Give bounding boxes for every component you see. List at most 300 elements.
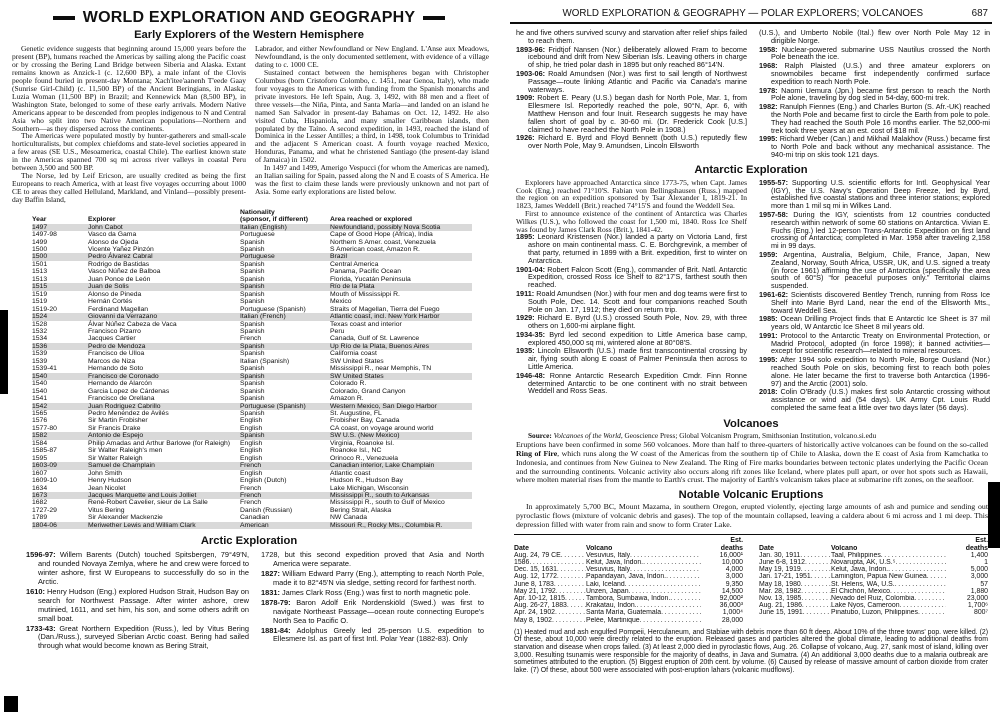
cell-nationality: French: [240, 462, 262, 470]
page-left: [0, 0, 498, 714]
timeline-entry: [516, 347, 747, 370]
cell-date: Apr. 24, 1902 .....: [514, 609, 586, 616]
cell-explorer: Francisco de Coronado: [88, 372, 159, 380]
cell-date: Apr. 10-12, 1815 .....: [514, 595, 586, 602]
timeline-entry: [759, 87, 990, 103]
entry-text: Great Northern Expedition (Russ.), led by Vitus Bering (Dan./Russ.), surveyed Siberian Arctic coast. Bering had sailed through what would become known as Bering Strait,: [38, 623, 249, 651]
arctic-cont-col-2: [759, 29, 990, 160]
entry-year: 1911:: [516, 288, 535, 298]
table-row: [32, 410, 472, 417]
cell-nationality: English: [240, 424, 263, 432]
timeline-entry: [516, 266, 747, 289]
source-label: Source:: [528, 430, 552, 440]
column-header-deaths: deaths: [720, 544, 743, 552]
table-row: [32, 492, 472, 499]
table-row: [32, 321, 472, 328]
source-rest: , Geoscience Press; Global Volcanism Program, Smithsonian Institution, volcano.si.edu: [620, 430, 877, 440]
entry-year: 1995:: [759, 134, 778, 144]
cell-nationality: Spanish: [240, 298, 265, 306]
cell-area: Texas coast and interior: [330, 320, 402, 328]
timeline-entry: [261, 570, 484, 588]
cell-area: SW United States: [330, 372, 384, 380]
antarctic-col-2: [759, 179, 990, 413]
paragraph-text: , which runs along the W coast of the Americas from the southern tip of Chile to Alaska, down the E coast of Asia from Kamchatka to Indonesia, and continues from New Guinea to New Zealand. The Ring of Fire marks boundaries between tectonic plates underlying the Pacific Ocean and the surrounding continents. Volcanic activity also occurs along rift zones like Iceland, where plates pull apart, or over hot spots such as Hawaii, where molten material rises from the mantle to Earth's crust. The majority of Earth's volcanism takes place at submarine rift zones, on the seafloor.: [516, 449, 988, 485]
cell-nationality: Spanish: [240, 365, 265, 373]
arctic-columns: [0, 547, 498, 652]
eruptions-table-right: [759, 537, 988, 624]
page-title: WORLD EXPLORATION AND GEOGRAPHY: [82, 9, 416, 26]
cell-nationality: English: [240, 417, 263, 425]
cell-area: Orinoco R., Venezuela: [330, 454, 399, 462]
cell-volcano: Kelut, Java, Indon. .....: [586, 559, 701, 566]
cell-explorer: Jean Nicolet: [88, 484, 126, 492]
entry-year: 1935:: [516, 346, 535, 356]
paragraph: Explorers have approached Antarctica since 1773-75, when Capt. James Cook (Eng.) reached 71°10'S. Fabian von Bellingshausen (Russ.) mapped the region on an expedition sponsored by Tsar Alexander I, 1819-21. In 1823, James Weddell (Brit.) reached 74°15'S and found the Weddell Sea.: [516, 177, 747, 211]
cell-year: 1789: [32, 514, 48, 522]
table-row: [32, 380, 472, 387]
entry-year: 1878-79:: [261, 597, 291, 607]
cell-explorer: Sir Francis Drake: [88, 424, 141, 432]
paragraph: Sustained contact between the hemispheres began with Christopher Columbus (born Cristoforo Colombo, c. 1451, near Genoa, Italy), who made four voyages to the Americas with funding from the Spanish monarchs and private investors. He left Spain, Aug. 3, 1492, with 88 men and a fleet of three vessels—the Niña, Pinta, and Santa María—and landed on an island he named San Salvador in present-day Bahamas on Oct. 12, 1492. He also visited Cuba, Hispaniola, and many smaller Caribbean islands, then populated by the Taíno. A second expedition, in 1493, reached the island of Dominica in the Lesser Antilles; a third, in 1498, took Columbus to Trinidad and the adjacent S American coast. A fourth voyage reached Mexico, Honduras, Panama, and what he christened Santiago (the present-day island of Jamaica) in 1502.: [255, 67, 489, 165]
cell-area: Canada, Gulf of St. Lawrence: [330, 335, 420, 343]
cell-volcano: St. Helens, WA, U.S. .....: [831, 581, 946, 588]
entry-year: 1959:: [759, 249, 778, 259]
eruption-row: [759, 573, 988, 580]
timeline-entry: [26, 588, 249, 624]
column-header-year: Year: [32, 216, 47, 224]
cell-nationality: English: [240, 447, 263, 455]
source-line: [516, 432, 986, 440]
table-row: [32, 455, 472, 462]
table-row: [32, 365, 472, 372]
entry-year: 1831:: [261, 587, 280, 597]
cell-year: 1540: [32, 372, 48, 380]
cell-area: Mississippi R., south to Arkansas: [330, 491, 430, 499]
entry-year: 1901-04:: [516, 264, 546, 274]
antarctic-col-1: [516, 179, 747, 413]
timeline-entry: [516, 331, 747, 347]
table-row: [32, 447, 472, 454]
volcanoes-paragraph: [516, 441, 988, 485]
cell-explorer: Vasco da Gama: [88, 231, 137, 239]
table-row: [32, 239, 472, 246]
cell-date: Dec. 15, 1631 .....: [514, 566, 586, 573]
eruption-row: [759, 602, 988, 609]
cell-year: 1500: [32, 253, 48, 261]
entry-text: James Clark Ross (Eng.) was first to north magnetic pole.: [281, 587, 471, 597]
cell-date: Mar. 28, 1982 .....: [759, 588, 831, 595]
cell-area: Mouth of Mississippi R.: [330, 290, 400, 298]
timeline-entry: [759, 46, 990, 62]
entry-text: William Edward Parry (Eng.), attempting to reach North Pole, made it to 82°45'N via sledge, setting record for farthest north.: [273, 569, 484, 587]
entry-text: he and five others survived scurvy and starvation after relief ships failed to reach them.: [516, 28, 747, 45]
cell-area: NW Canada: [330, 514, 368, 522]
table-row: [32, 522, 472, 529]
cell-explorer: Sir Walter Raleigh: [88, 454, 143, 462]
cell-date: May 18, 1980 .....: [759, 581, 831, 588]
column-header-volcano: Volcano: [586, 544, 613, 552]
entry-year: 1827:: [261, 569, 280, 579]
cell-area: Panama, Pacific Ocean: [330, 268, 402, 276]
entry-year: 1903-06:: [516, 68, 546, 78]
entry-year: 1610:: [26, 586, 45, 596]
table-row: [32, 388, 472, 395]
cell-year: 1501: [32, 260, 48, 268]
cell-year: 1519-20: [32, 305, 57, 313]
antarctic-columns: [502, 176, 1000, 413]
eruption-row: [759, 609, 988, 616]
cell-deaths: 1,700⁶: [967, 602, 988, 610]
cell-year: 1536: [32, 342, 48, 350]
cell-volcano: Krakatau, Indon. .....: [586, 602, 701, 609]
cell-deaths: 1,880: [970, 587, 988, 595]
column-header-date: Date: [514, 544, 529, 552]
column-header-sponsor: (sponsor, if different): [240, 216, 308, 224]
cell-date: June 8, 1783 .....: [514, 581, 586, 588]
cell-year: 1515: [32, 283, 48, 291]
table-row: [32, 268, 472, 275]
timeline-entry: [26, 551, 249, 587]
eruption-row: [514, 559, 743, 566]
eruption-row: [759, 552, 988, 559]
cell-area: Newfoundland, possibly Nova Scotia: [330, 223, 441, 231]
cell-explorer: Pedro de Mendoza: [88, 342, 146, 350]
table-rule: [514, 534, 988, 536]
cell-year: 1577-80: [32, 424, 57, 432]
intro-columns: [0, 41, 498, 204]
eruptions-header-row: [514, 545, 743, 552]
table-row: [32, 417, 472, 424]
timeline-entry: [759, 135, 990, 158]
cell-explorer: Marcos de Niza: [88, 357, 136, 365]
cell-nationality: Spanish: [240, 328, 265, 336]
entry-text: After 1994 solo expedition to North Pole, Borge Ousland (Nor.) reached South Pole on skis, becoming first to reach both poles alone. He later became the first to traverse both Antarctica (1996-97) and the Arctic (2001) solo.: [771, 355, 990, 388]
intro-col-2: [255, 45, 489, 204]
timeline-entry: [759, 251, 990, 290]
cell-date: May 21, 1792 .....: [514, 588, 586, 595]
cell-area: SW United States: [330, 357, 384, 365]
cell-deaths: 9,350: [725, 580, 743, 588]
cell-deaths: 5,000: [970, 566, 988, 574]
table-row: [32, 514, 472, 521]
page-edge-mark-bottom-left: [4, 696, 18, 712]
cell-explorer: Vasco Núñez de Balboa: [88, 268, 161, 276]
table-row: [32, 276, 472, 283]
paragraph: The Norse, led by Leif Ericson, are usually credited as being the first Europeans to reach America, with at least five voyages occurring about 1000 CE to areas they called Helluland, Markland, and Vinland—possibly present-day Baffin Island,: [12, 171, 246, 205]
cell-explorer: Henry Hudson: [88, 477, 132, 485]
entry-text: Leonard Kristensen (Nor.) landed a party on Victoria Land, first ashore on main continental mass. C. E. Borchgrevink, a member of that party, returned in 1899 with a Brit. expedition, first to winter on Antarctica.: [528, 232, 748, 265]
eruption-row: [514, 573, 743, 580]
cell-deaths: 57: [980, 580, 988, 588]
entry-text: Roald Amundsen (Nor.) was first to sail length of Northwest Passage—route linking Atlantic and Pacific via Canada's marine waterways.: [528, 68, 748, 94]
eruption-row: [514, 609, 743, 616]
timeline-entry: [26, 625, 249, 652]
timeline-entry: [759, 211, 990, 250]
timeline-entry: [261, 551, 484, 569]
cell-nationality: Portuguese (Spanish): [240, 402, 306, 410]
entry-text: Lincoln Ellsworth (U.S.) made first transcontinental crossing by air, flying south along E coast of Palmer Peninsula then across to Little America.: [528, 346, 747, 372]
cell-year: 1539-41: [32, 365, 57, 373]
table-row: [32, 291, 472, 298]
cell-explorer: Garcia Lopez de Cárdenas: [88, 387, 170, 395]
cell-year: 1513: [32, 275, 48, 283]
running-header-title: WORLD EXPLORATION & GEOGRAPHY — POLAR EXPLORERS; VOLCANOES: [562, 8, 924, 19]
entry-year: 1978:: [759, 85, 778, 95]
cell-explorer: Sir Martin Frobisher: [88, 417, 148, 425]
cell-explorer: Francisco de Ulloa: [88, 350, 145, 358]
cell-nationality: Spanish: [240, 268, 265, 276]
cell-year: 1519: [32, 298, 48, 306]
cell-explorer: Francisco Pizarro: [88, 328, 141, 336]
entry-year: 1985:: [759, 314, 778, 324]
table-row: [32, 462, 472, 469]
cell-nationality: English: [240, 469, 263, 477]
cell-area: Straits of Magellan, Tierra del Fuego: [330, 305, 440, 313]
intro-col-1: [12, 45, 246, 204]
cell-volcano: Taal, Philippines .....: [831, 552, 946, 559]
eruption-row: [514, 552, 743, 559]
timeline-entry: [261, 589, 484, 598]
cell-deaths: 1,400: [970, 551, 988, 559]
cell-volcano: Kelut, Java, Indon. .....: [831, 566, 946, 573]
cell-nationality: Spanish: [240, 350, 265, 358]
cell-volcano: Vesuvius, Italy .....: [586, 552, 701, 559]
cell-explorer: Ferdinand Magellan: [88, 305, 149, 313]
entry-year: 1968:: [759, 61, 778, 71]
cell-nationality: Spanish: [240, 395, 265, 403]
cell-date: Nov. 13, 1985 .....: [759, 595, 831, 602]
cell-area: Amazon R.: [330, 395, 364, 403]
entry-text: Baron Adolf Erik Nordenskiöld (Swed.) was first to navigate Northeast Passage—ocean route connecting Europe's North Sea to Pacific O.: [273, 597, 484, 625]
entry-text: Scientists discovered Bentley Trench, running from Ross Ice Shelf into Marie Byrd Land, near the end of the Ellsworth Mts., toward Weddell Sea.: [771, 289, 991, 315]
cell-year: 1539: [32, 357, 48, 365]
cell-nationality: Spanish: [240, 283, 265, 291]
cell-year: 1497-98: [32, 231, 57, 239]
cell-nationality: American: [240, 521, 269, 529]
cell-nationality: Canadian: [240, 514, 270, 522]
eruption-row: [514, 595, 743, 602]
entry-text: Ranulph Fiennes (Eng.) and Charles Burton (S. Afr.-UK) reached the North Pole and became first to circle the Earth from pole to pole. They had reached the South Pole 16 months earlier. The 52,000-mi trek took three years at an est. cost of $18 mil.: [771, 102, 990, 135]
timeline-entry: [759, 388, 990, 411]
table-row: [32, 373, 472, 380]
column-header-nationality: Nationality: [240, 209, 275, 217]
cell-year: 1576: [32, 417, 48, 425]
entry-year: 1955-57:: [759, 177, 789, 187]
cell-explorer: Pedro Menéndez de Avilés: [88, 410, 169, 417]
entry-text: Richard E. Byrd and Floyd Bennett (both U.S.) reputedly flew over North Pole, May 9. Amundsen, Lincoln Ellsworth: [528, 133, 747, 151]
eruptions-header-est: [514, 537, 743, 544]
cell-nationality: French: [240, 499, 262, 507]
entry-text: Willem Barents (Dutch) touched Spitsbergen, 79°49'N, and rounded Novaya Zemlya, where he and crew were forced to winter ashore, first W Europeans to successfully do so in the Arctic.: [38, 550, 249, 586]
cell-year: 1595: [32, 454, 48, 462]
eruption-row: [514, 617, 743, 624]
eruption-row: [514, 566, 743, 573]
cell-volcano: Nevado del Ruiz, Colombia .....: [831, 595, 946, 602]
page-edge-tab-left: [0, 310, 8, 394]
paragraph: The Americas were populated mostly by hunter-gatherers and small-scale horticulturalists, but complex chiefdoms and state-level societies appeared in a few areas (SE U.S., Mesoamerica, coastal Chile). The earliest known state in the Americas spanned 700 sq mi across river valleys in coastal Peru between 3,500 and 500 BP.: [12, 131, 246, 173]
cell-deaths: 23,000: [966, 595, 988, 603]
table-row: [32, 328, 472, 335]
eruptions-tables: [502, 537, 1000, 624]
table-row: [32, 224, 472, 231]
cell-deaths: 3,000: [970, 573, 988, 581]
table-row: [32, 261, 472, 268]
entry-text: Henry Hudson (Eng.) explored Hudson Strait, Hudson Bay on search for Northwest Passage. After winter ashore, crew mutinied, 1611, and set him, his son, and some others adrift on small boat.: [38, 586, 249, 623]
cell-year: 1727-29: [32, 506, 57, 514]
cell-nationality: French: [240, 335, 262, 343]
cell-nationality: French: [240, 484, 262, 492]
table-row: [32, 350, 472, 357]
cell-area: Colorado, Grand Canyon: [330, 387, 406, 395]
cell-area: Atlantic coast: [330, 469, 371, 477]
section-title-antarctic: Antarctic Exploration: [694, 163, 808, 176]
cell-year: 1541: [32, 395, 48, 403]
page-right: [502, 0, 1000, 714]
cell-explorer: Alonso de Ojeda: [88, 238, 139, 246]
cell-deaths: 1,000⁴: [722, 609, 743, 617]
cell-year: 1804-06: [32, 521, 57, 529]
cell-area: Hudson R., Hudson Bay: [330, 477, 403, 485]
cell-explorer: Sir Walter Raleigh's men: [88, 447, 163, 455]
entry-year: 1881-84:: [261, 625, 291, 635]
paragraph: Labrador, and either Newfoundland or New England. L'Anse aux Meadows, Newfoundland, is the only documented settlement, with evidence of a village dating to c. 1000 CE.: [255, 44, 489, 69]
cell-year: 1539: [32, 350, 48, 358]
section-title-volcanoes: Volcanoes: [723, 417, 779, 430]
cell-nationality: Spanish: [240, 380, 265, 388]
cell-volcano: Pelée, Martinique .....: [586, 617, 701, 624]
cell-year: 1540: [32, 387, 48, 395]
cell-year: 1584: [32, 439, 48, 447]
entry-text: Fridtjof Nansen (Nor.) deliberately allowed Fram to become icebound and drift from New Siberian Isls. Leaving others in charge of ship, he tried polar dash in 1895 but only reached 86°14'N.: [528, 44, 748, 70]
cell-nationality: English: [240, 439, 263, 447]
timeline-entry: [759, 103, 990, 134]
cell-nationality: Portuguese: [240, 231, 275, 239]
table-row: [32, 507, 472, 514]
table-row: [32, 499, 472, 506]
cell-deaths: 36,000³: [719, 602, 743, 610]
cell-explorer: Francisco de Orellana: [88, 395, 155, 403]
entry-text: (U.S.), and Umberto Nobile (Ital.) flew over North Pole May 12 in dirigible Norge.: [759, 28, 990, 45]
cell-explorer: Samuel de Champlain: [88, 462, 155, 470]
table-row: [32, 253, 472, 260]
cell-nationality: Spanish: [240, 290, 265, 298]
running-header: [502, 0, 1000, 19]
cell-nationality: Spanish: [240, 432, 265, 440]
footnotes: (1) Heated mud and ash engulfed Pompeii, Herculaneum, and Stabiae with debris more than 60 ft deep. About 10% of the three towns' pop. were killed. (2) Of these, about 10,000 were directly related to the eruption. Released gases and particles altered the global climate, leading to additional deaths from starvation and disease when crops failed. (3) At least 2,000 died in pyroclastic flows, Aug. 26. Collapse of volcano, Aug. 27, sank most of island, killing over 3,000. Resulting tsunamis were responsible for the majority of deaths, in Java and Sumatra. (4) An additional 3,000 deaths due to a malaria outbreak are sometimes attributed to the eruption. (5) Biggest eruption of 20th cent. by volume. (6) Caused by release of massive amount of carbon dioxide from crater lake. (7) Of these, about 500 were associated with post-eruption lahars (volcanic mudflows).: [514, 628, 988, 674]
column-header-est: Est.: [975, 537, 988, 545]
paragraph-text: Eruptions have been confirmed in some 560 volcanoes. More than half to three-quarters of historically active volcanoes can be found on the so-called: [516, 440, 988, 450]
timeline-entry: [516, 70, 747, 93]
cell-area: Lake Michigan, Wisconsin: [330, 484, 409, 492]
cell-area: Virginia, Roanoke Isl.: [330, 439, 395, 447]
cell-date: Aug. 26-27, 1883 .....: [514, 602, 586, 609]
cell-volcano: Lake Nyos, Cameroon .....: [831, 602, 946, 609]
timeline-entry: [261, 627, 484, 645]
cell-nationality: Spanish: [240, 238, 265, 246]
entry-text: Richard Weber (Can.) and Mikhail Malakhov (Russ.) became first to North Pole and back without any mechanical assistance. The 940-mi trip on skis took 121 days.: [771, 134, 991, 159]
cell-year: 1500: [32, 246, 48, 254]
entry-year: 1961-62:: [759, 289, 789, 299]
table-row: [32, 358, 472, 365]
cell-area: Canadian interior, Lake Champlain: [330, 462, 435, 470]
cell-volcano: Unzen, Japan .....: [586, 588, 701, 595]
entry-year: 1909:: [516, 93, 535, 103]
cell-explorer: Álvar Núñez Cabeza de Vaca: [88, 320, 177, 328]
eruption-row: [514, 588, 743, 595]
entry-year: 1946-48:: [516, 370, 546, 380]
eruption-row: [759, 595, 988, 602]
cell-date: Jan. 17-21, 1951 .....: [759, 573, 831, 580]
entry-year: 1995:: [759, 355, 778, 365]
cell-explorer: Philip Amadas and Arthur Barlowe (for Raleigh): [88, 439, 231, 447]
cell-volcano: Lamington, Papua New Guinea .....: [831, 573, 946, 580]
entry-year: 1958:: [759, 44, 778, 54]
title-rule-left: [53, 16, 75, 20]
cell-year: 1603-09: [32, 462, 57, 470]
entry-year: 1991:: [759, 330, 778, 340]
cell-volcano: El Chichón, Mexico .....: [831, 588, 946, 595]
cell-date: 1586 .....: [514, 559, 586, 566]
table-row: [32, 470, 472, 477]
page-edge-tab-right: [988, 482, 1000, 548]
eruption-row: [759, 566, 988, 573]
title-rule-right: [423, 16, 445, 20]
paragraph: Genetic evidence suggests that beginning around 15,000 years before the present (BP), humans reached the Americas by sailing along the Pacific coast or by crossing the Bering Land Bridge between Siberia and Alaska. Extant remains known as Anzick-1 (c. 12,600 BP), a male infant of the Clovis people found buried in present-day Montana; Xach'itee'aanenh T'eede Gaay (Sunrise Girl-Child) (c. 11,500 BP) of the Ancient Beringians, in Alaska; Luzia Woman (11,500 BP) in Brazil; and Kennewick Man (8,500 BP), in Washington State, belonged to some of these early arrivals. Modern Native Americans appear to be descended from peoples indigenous to N and Central Asia who split into two Native American populations—Northern and Southern—as they dispersed across the continents.: [12, 44, 246, 133]
eruption-row: [514, 602, 743, 609]
cell-area: Peru: [330, 328, 345, 336]
eruptions-body-left: [514, 552, 743, 624]
table-row: [32, 395, 472, 402]
arctic-cont-col-1: [516, 29, 747, 160]
cell-explorer: Alonso de Pineda: [88, 290, 142, 298]
timeline-entry: [516, 94, 747, 133]
cell-nationality: Italian (Spanish): [240, 357, 290, 365]
cell-explorer: Hernán Cortés: [88, 298, 133, 306]
cell-year: 1524: [32, 313, 48, 321]
cell-area: Frobisher Bay, Canada: [330, 417, 400, 425]
cell-area: Atlantic coast, incl. New York Harbor: [330, 313, 440, 321]
table-row: [32, 425, 472, 432]
timeline-entry: [516, 233, 747, 264]
column-header-explorer: Explorer: [88, 216, 116, 224]
cell-deaths: 14,500: [721, 587, 743, 595]
cell-area: Brazil: [330, 253, 347, 261]
entry-text: Byrd led second expedition to Little America base camp, explored 450,000 sq mi, wintered alone at 80°08'S.: [528, 329, 747, 347]
cell-date: Jan. 30, 1911 .....: [759, 552, 831, 559]
antarctic-entries-1: [516, 233, 747, 395]
cell-volcano: Vesuvius, Italy .....: [586, 566, 701, 573]
cell-explorer: Hernando de Alarcón: [88, 380, 152, 388]
cell-area: Cape of Good Hope (Africa), India: [330, 231, 433, 239]
source-title: Volcanoes of the World: [553, 430, 621, 440]
cell-nationality: French: [240, 491, 262, 499]
timeline-entry: [516, 46, 747, 69]
cell-nationality: English (Dutch): [240, 477, 287, 485]
timeline-entry: [516, 372, 747, 395]
cell-volcano: Pinatubo, Luzon, Philippines .....: [831, 609, 946, 616]
column-header-deaths: deaths: [965, 544, 988, 552]
cell-explorer: Juan de Solis: [88, 283, 129, 291]
entry-text: Ralph Plaisted (U.S.) and three amateur explorers on snowmobiles became first independently confirmed surface expedition to reach North Pole.: [771, 61, 990, 86]
cell-explorer: Giovanni da Verrazano: [88, 313, 158, 321]
table-row: [32, 313, 472, 320]
timeline-entry: [516, 314, 747, 330]
cell-volcano: Santa María, Guatemala .....: [586, 609, 701, 616]
cell-year: 1565: [32, 410, 48, 417]
timeline-entry: [261, 599, 484, 626]
cell-volcano: Papandayan, Java, Indon. .....: [586, 573, 701, 580]
cell-date: Aug. 21, 1986 .....: [759, 602, 831, 609]
